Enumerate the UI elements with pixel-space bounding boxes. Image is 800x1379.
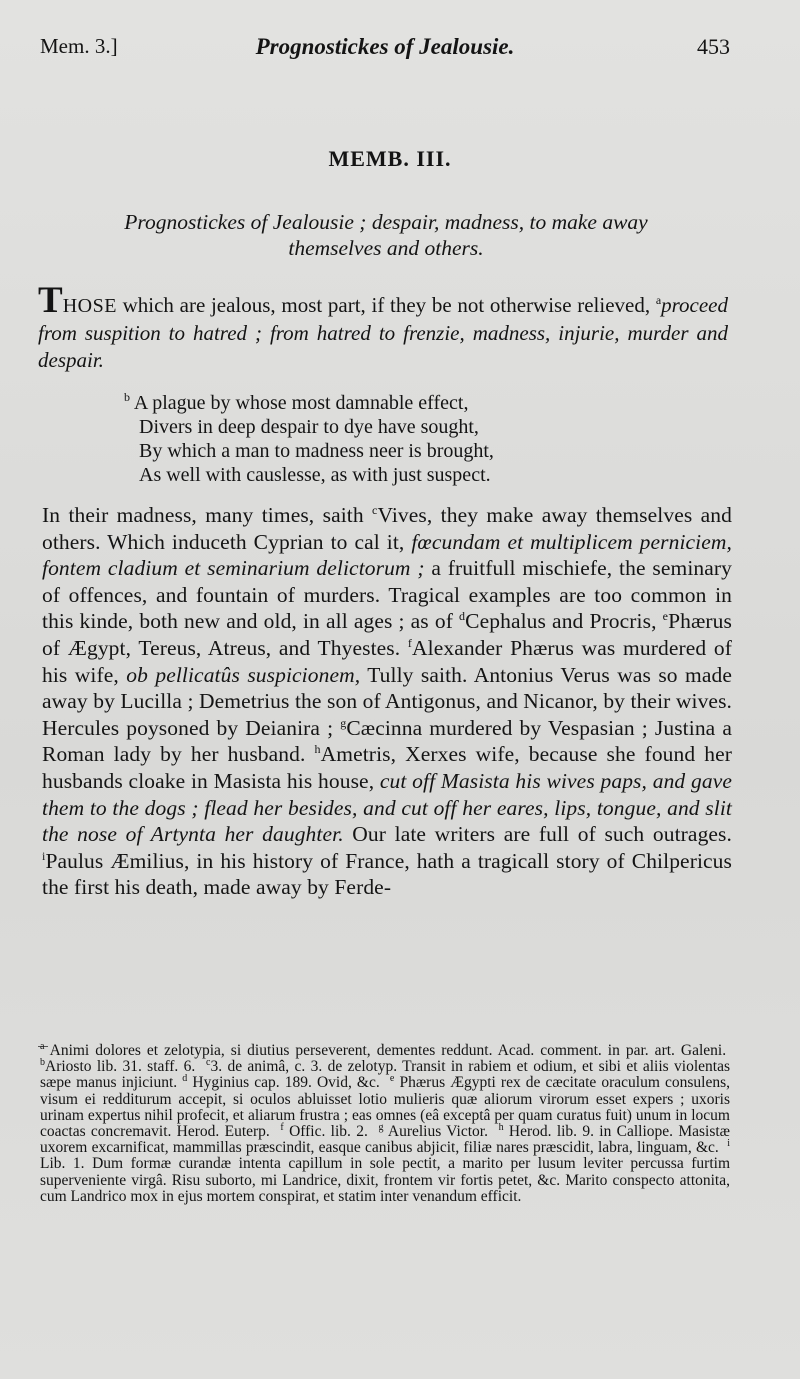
subtitle-line-2: themselves and others.: [288, 236, 484, 260]
footnote-ref: f: [407, 635, 412, 650]
page-number: 453: [697, 34, 730, 59]
italic-text: proceed from suspition to hatred ; from hatred to frenzie, madness, injurie, murder and despair.: [38, 293, 728, 372]
footnote-ref: i: [42, 848, 46, 863]
verse-line: Divers in deep despair to dye have sought,: [139, 416, 479, 438]
chapter-reference: Mem. 3.]: [40, 34, 118, 58]
footnote-ref: g: [340, 715, 347, 730]
small-caps-word: HOSE: [62, 295, 117, 317]
opening-paragraph: [38, 280, 728, 374]
footnote: $^a$ Animi dolores et zelotypia, si diutius perseverent, dementes reddunt. Acad. comment. in par. art. Galeni.: [40, 1041, 727, 1059]
subtitle-line-1: Prognostickes of Jealousie ; despair, madness, to make away: [124, 210, 648, 234]
footnote-ref: b: [124, 390, 130, 404]
paragraph-text: which are jealous, most part, if they be not otherwise relieved,: [116, 293, 656, 317]
footnote-ref: e: [662, 609, 669, 624]
footnote-ref: d: [459, 609, 466, 624]
footnotes: [40, 1043, 730, 1205]
drop-cap: T: [38, 280, 63, 321]
footnote: $^c$3. de animâ, c. 3. de zelotyp. Transit in rabiem et odium, et sibi et aliis violentas sæpe manus injiciunt.: [40, 1057, 731, 1092]
footnote: $^d$ Hyginius cap. 189. Ovid, &c.: [182, 1073, 380, 1092]
verse-line: By which a man to madness neer is brought,: [139, 440, 494, 462]
verse-quotation: [124, 391, 644, 487]
italic-text: ob pellicatûs suspicionem,: [126, 662, 361, 687]
footnote: $^e$ Phærus Ægypti rex de cæcitate oraculum consulens, visum ei redditurum accepit, si oculos abluisset lotio mulieris quæ aliorum virorum esset expers ; uxoris urinam expertus nihil profecit, et aliarum frustra ; eas omnes (eâ exceptâ per quam curatus fuit) unum in locum coactas concremavit. Herod. Euterp.: [40, 1073, 731, 1141]
italic-text: cut off Masista his wives paps, and gave them to the dogs ; flead her besides, and cut off her eares, lips, tongue, and slit the nose of Artynta her daughter.: [42, 768, 732, 847]
footnote-ref: c: [372, 503, 378, 517]
italic-text: fœcundam et multiplicem perniciem, fontem cladium et seminarium delictorum ;: [42, 529, 732, 581]
footnote: $^b$Ariosto lib. 31. staff. 6.: [40, 1057, 196, 1076]
body-paragraph: In their madness, many times, saith $^c$Vives, they make away themselves and others. Which induceth Cyprian to cal it, fœcundam et multiplicem perniciem, fontem cladium et seminarium delictorum ; a fruitfull mischiefe, the seminary of offences, and fountain of murders. Tragical examples are too common in this kinde, both new and old, in all ages ; as of $^d$Cephalus and Procris, $^e$Phærus of Ægypt, Tereus, Atreus, and Thyestes. $^f$Alexander Phærus was murdered of his wife, ob pellicatûs suspicionem, Tully saith. Antonius Verus was so made away by Lucilla ; Demetrius the son of Antigonus, and Nicanor, by their wives. Hercules poysoned by Deianira ; $^g$Cæcinna murdered by Vespasian ; Justina a Roman lady by her husband. $^h$Ametris, Xerxes wife, because she found her husbands cloake in Masista his house, cut off Masista his wives paps, and gave them to the dogs ; flead her besides, and cut off her eares, lips, tongue, and slit the nose of Artynta her daughter. Our late writers are full of such outrages. $^i$Paulus Æmilius, in his history of France, hath a tragicall story of Chilpericus the first his death, made away by Ferde-: [42, 503, 733, 900]
running-header: [40, 34, 730, 68]
footnote: $^g$ Aurelius Victor.: [378, 1122, 488, 1141]
verse-line: $^b$ A plague by whose most damnable effect,: [124, 390, 469, 414]
footnote: $^i$ Lib. 1. Dum formæ curandæ intenta capillum in sole pectit, a marito per lusum leviter percussa furtim superveniente virgâ. Risu suborto, mi Landrice, dixit, frontem vir fortis petet, &c. Marito conspecto attonita, cum Landrico mox in ejus mortem conspirat, et statim inter venandum efficit.: [40, 1138, 731, 1205]
section-heading: MEMB. III.: [328, 146, 452, 171]
footnote: $^h$ Herod. lib. 9. in Calliope. Masistæ uxorem excarnificat, mammillas præscindit, easque canibus abjicit, filiæ nares præscidit, labra, linguam, &c.: [40, 1122, 731, 1157]
section-subtitle: [36, 209, 736, 261]
footnote-ref: h: [314, 742, 321, 757]
footnote: $^f$ Offic. lib. 2.: [280, 1122, 368, 1141]
running-title: Prognostickes of Jealousie.: [255, 34, 515, 59]
verse-line: As well with causlesse, as with just suspect.: [139, 464, 491, 486]
footnote-ref: a: [655, 293, 662, 307]
